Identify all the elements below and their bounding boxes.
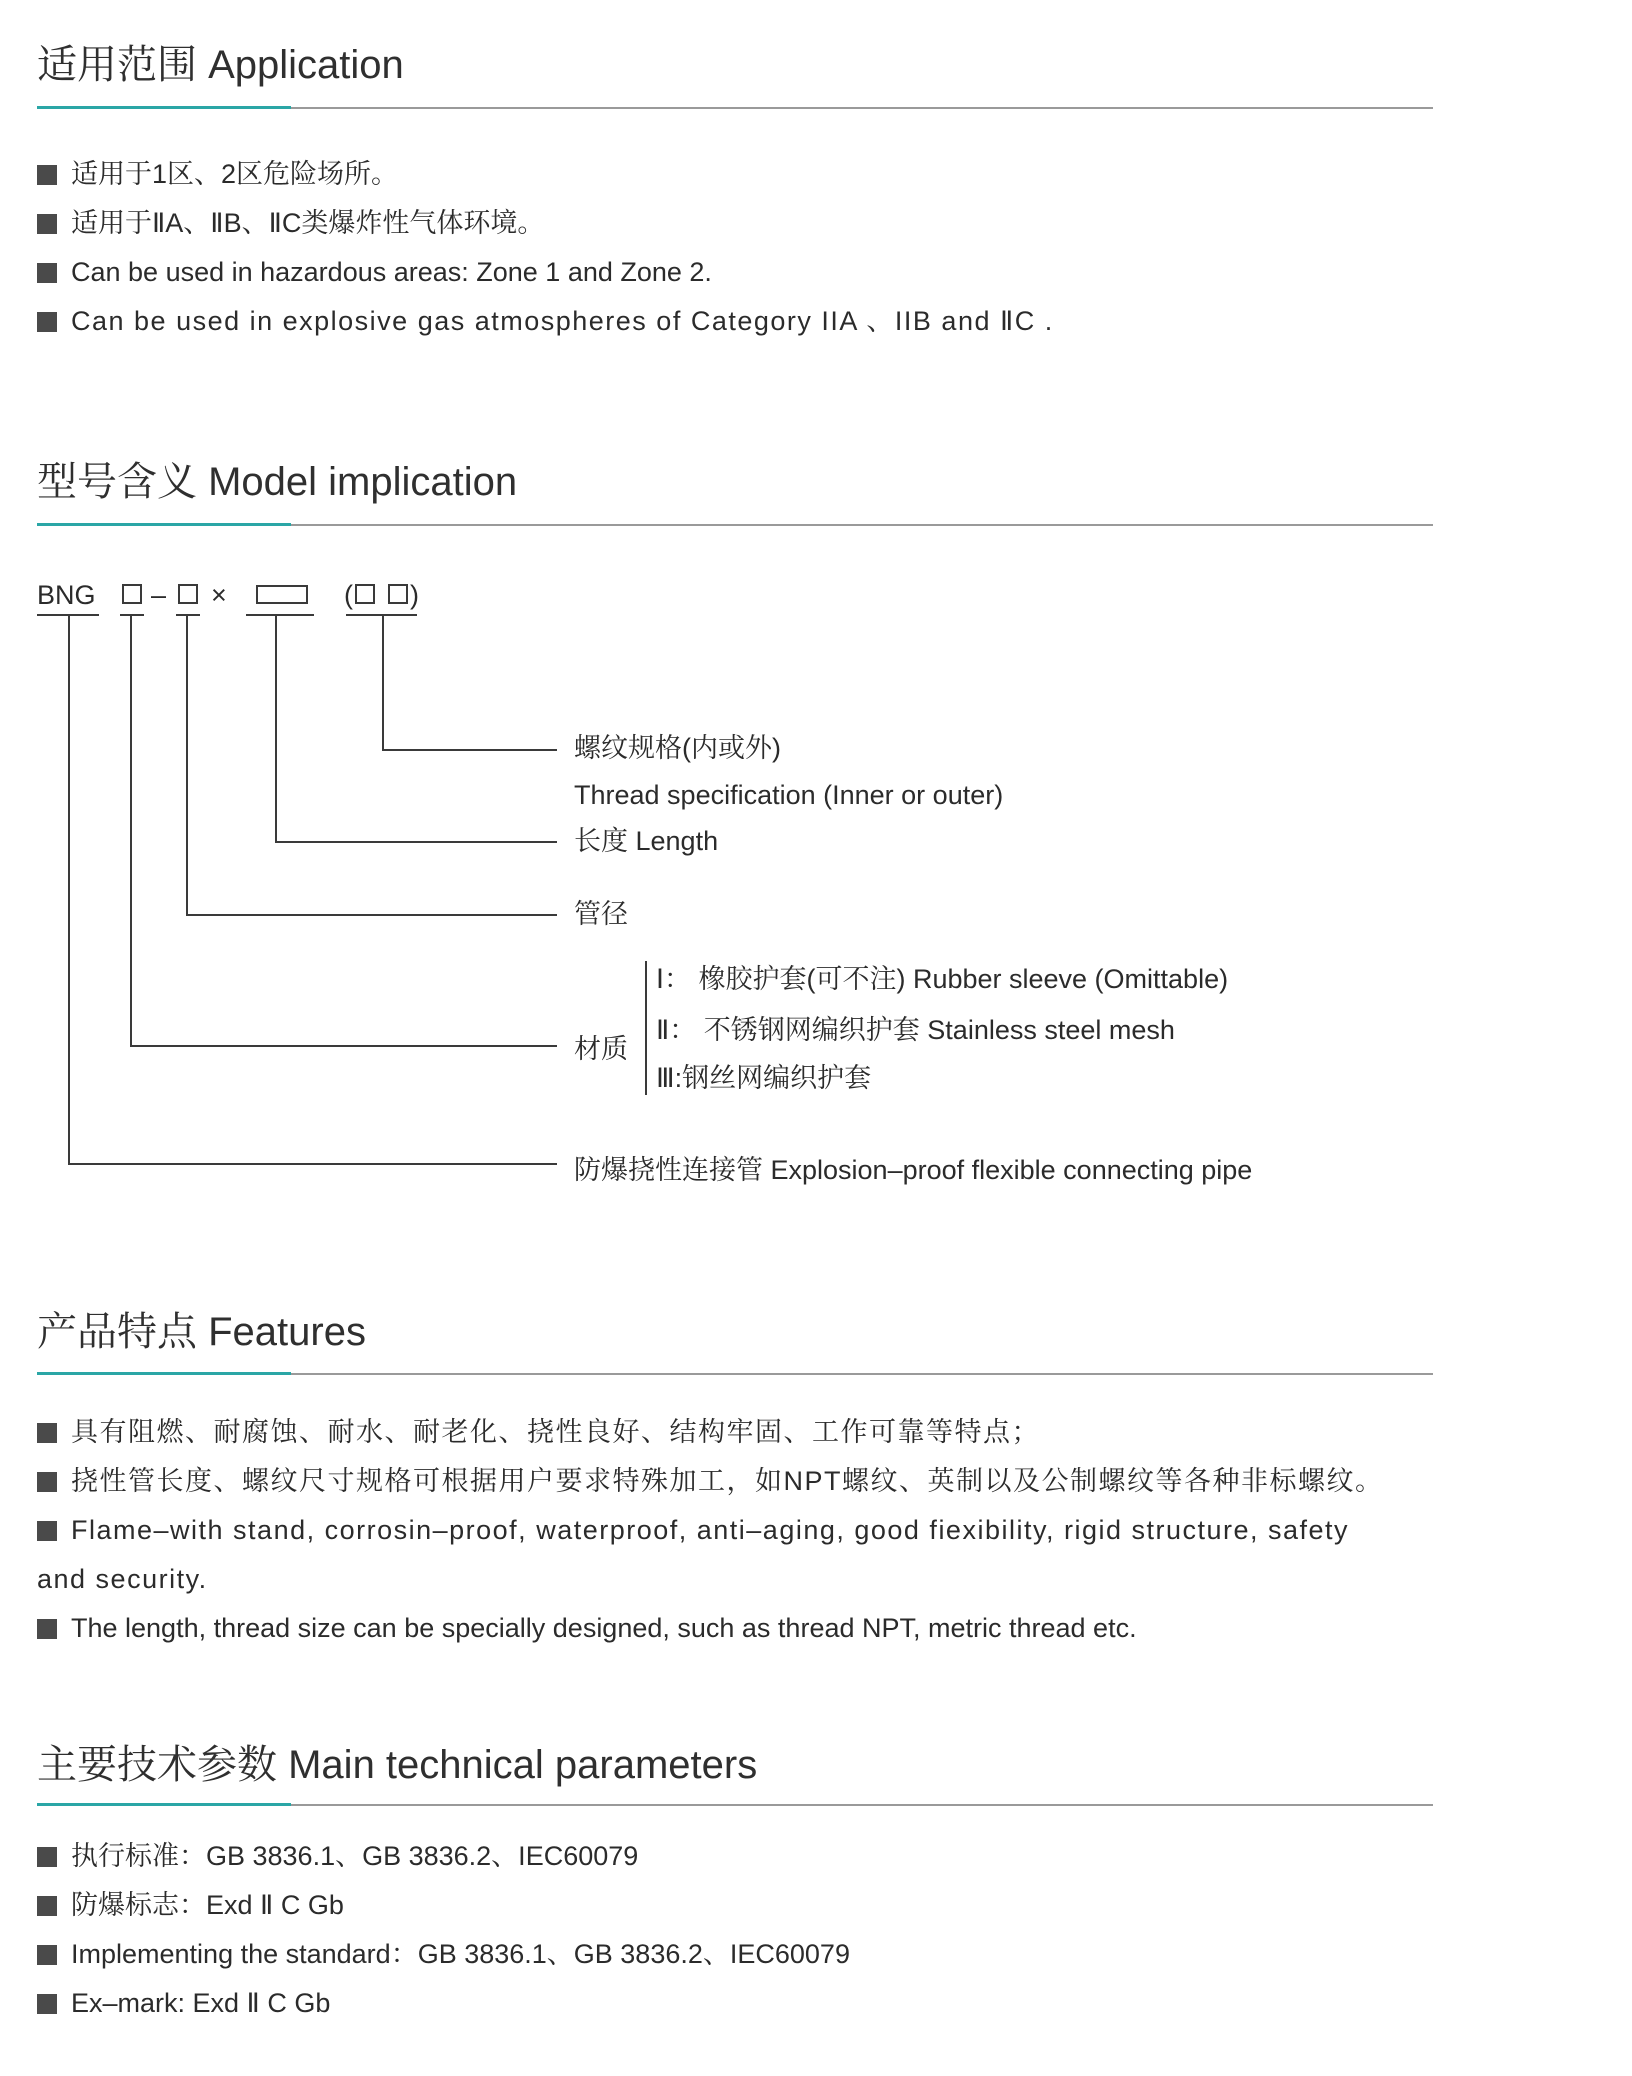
params-item xyxy=(37,1985,330,2021)
features-item xyxy=(37,1414,1040,1450)
features-item-text: 挠性管长度、螺纹尺寸规格可根据用户要求特殊加工，如NPT螺纹、英制以及公制螺纹等各种非标螺纹。 xyxy=(71,1466,1384,1496)
features-divider-accent xyxy=(37,1372,291,1375)
leader-length-horizontal xyxy=(275,841,557,843)
application-item-text: 适用于1区、2区危险场所。 xyxy=(71,159,399,189)
params-item-text: 执行标准：GB 3836.1、GB 3836.2、IEC60079 xyxy=(71,1841,639,1871)
model-code-paren-close: ) xyxy=(410,580,419,610)
params-item-text: Implementing the standard：GB 3836.1、GB 3836.2、IEC60079 xyxy=(71,1939,850,1969)
label-material-3: Ⅲ:钢丝网编织护套 xyxy=(656,1063,872,1093)
leader-material-vertical xyxy=(130,614,132,1047)
model-divider xyxy=(37,524,1433,526)
model-code-dash: – xyxy=(151,580,167,610)
label-material: 材质 xyxy=(574,1034,628,1064)
leader-diameter-horizontal xyxy=(186,914,557,916)
application-title: 适用范围 Application xyxy=(37,43,404,87)
label-material-2: Ⅱ： 不锈钢网编织护套 Stainless steel mesh xyxy=(656,1015,1175,1045)
leader-length-vertical xyxy=(275,614,277,843)
square-bullet-icon xyxy=(37,1472,57,1492)
square-bullet-icon xyxy=(37,263,57,283)
features-item xyxy=(37,1512,1349,1548)
underline-diameter xyxy=(176,614,200,616)
params-item-text: Ex–mark: Exd Ⅱ C Gb xyxy=(71,1988,331,2018)
model-divider-accent xyxy=(37,523,291,526)
application-item-text: 适用于ⅡA、ⅡB、ⅡC类爆炸性气体环境。 xyxy=(71,208,545,238)
params-item xyxy=(37,1887,344,1923)
label-diameter: 管径 xyxy=(574,899,628,929)
model-code-times: × xyxy=(211,580,227,610)
leader-pipe-horizontal xyxy=(68,1163,557,1165)
leader-material-horizontal xyxy=(130,1045,557,1047)
square-bullet-icon xyxy=(37,1896,57,1916)
material-bracket-line xyxy=(645,961,647,1095)
label-length: 长度 Length xyxy=(574,826,719,856)
features-item xyxy=(37,1610,1137,1646)
params-divider-accent xyxy=(37,1803,291,1806)
underline-length xyxy=(246,614,314,616)
application-item xyxy=(37,156,398,192)
application-item xyxy=(37,254,712,290)
features-divider xyxy=(37,1373,1433,1375)
leader-thread-vertical xyxy=(382,614,384,751)
params-item-text: 防爆标志：Exd Ⅱ C Gb xyxy=(71,1890,344,1920)
application-item-text: Can be used in explosive gas atmospheres of Category IIA 、IIB and ⅡC . xyxy=(71,306,1054,336)
model-code-box-material xyxy=(122,584,142,604)
square-bullet-icon xyxy=(37,1423,57,1443)
square-bullet-icon xyxy=(37,1945,57,1965)
label-pipe: 防爆挠性连接管 Explosion–proof flexible connecting pipe xyxy=(574,1155,1253,1185)
application-divider xyxy=(37,107,1433,109)
model-code-box-length xyxy=(256,585,308,604)
square-bullet-icon xyxy=(37,312,57,332)
leader-thread-horizontal xyxy=(382,749,557,751)
application-item-text: Can be used in hazardous areas: Zone 1 and Zone 2. xyxy=(71,257,712,287)
application-item xyxy=(37,303,1054,339)
label-material-1: Ⅰ： 橡胶护套(可不注) Rubber sleeve (Omittable) xyxy=(656,964,1229,994)
underline-material xyxy=(120,614,144,616)
params-item xyxy=(37,1936,850,1972)
model-title: 型号含义 Model implication xyxy=(37,460,518,504)
model-code-box-thread-2 xyxy=(388,584,408,604)
model-code-paren-open: ( xyxy=(344,580,353,610)
label-thread-en: Thread specification (Inner or outer) xyxy=(574,780,1004,810)
application-divider-accent xyxy=(37,106,291,109)
application-item xyxy=(37,205,544,241)
params-item xyxy=(37,1838,638,1874)
params-title: 主要技术参数 Main technical parameters xyxy=(37,1743,758,1787)
leader-diameter-vertical xyxy=(186,614,188,916)
square-bullet-icon xyxy=(37,1521,57,1541)
model-code-prefix: BNG xyxy=(37,580,96,610)
label-thread-cn: 螺纹规格(内或外) xyxy=(574,733,781,763)
features-item-text: Flame–with stand, corrosin–proof, waterproof, anti–aging, good fiexibility, rigid structure, safety xyxy=(71,1515,1350,1545)
features-item-continuation: and security. xyxy=(37,1564,208,1594)
features-item xyxy=(37,1463,1384,1499)
model-code-box-diameter xyxy=(178,584,198,604)
features-item-text: The length, thread size can be specially designed, such as thread NPT, metric thread etc. xyxy=(71,1613,1137,1643)
square-bullet-icon xyxy=(37,1619,57,1639)
leader-pipe-vertical xyxy=(68,614,70,1165)
model-code-box-thread-1 xyxy=(355,584,375,604)
square-bullet-icon xyxy=(37,214,57,234)
square-bullet-icon xyxy=(37,165,57,185)
square-bullet-icon xyxy=(37,1994,57,2014)
square-bullet-icon xyxy=(37,1847,57,1867)
params-divider xyxy=(37,1804,1433,1806)
features-item-text: 具有阻燃、耐腐蚀、耐水、耐老化、挠性良好、结构牢固、工作可靠等特点； xyxy=(71,1417,1040,1447)
features-title: 产品特点 Features xyxy=(37,1310,366,1354)
